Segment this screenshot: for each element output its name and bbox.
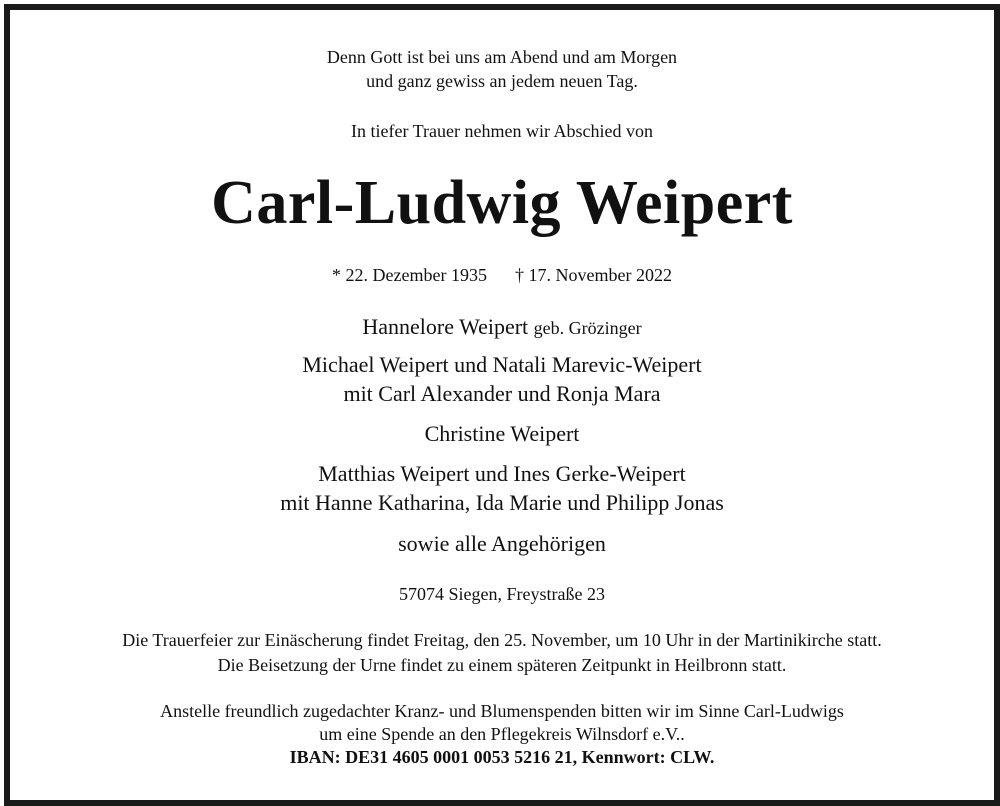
birth-date: * 22. Dezember 1935 [332, 265, 487, 285]
obituary-frame [4, 4, 1000, 806]
ceremony-line-2: Die Beisetzung der Urne findet zu einem späteren Zeitpunkt in Heilbronn statt. [217, 655, 787, 675]
death-date: † 17. November 2022 [514, 265, 672, 285]
deceased-name: Carl-Ludwig Weipert [211, 169, 793, 237]
verse-line-1: Denn Gott ist bei uns am Abend und am Morgen [326, 47, 678, 67]
spouse-line [10, 314, 994, 340]
intro-text: In tiefer Trauer nehmen wir Abschied von [351, 121, 653, 141]
spouse-name: Hannelore Weipert [362, 314, 529, 339]
family-3-line-2: mit Hanne Katharina, Ida Marie und Philipp Jonas [280, 490, 724, 515]
spouse-maiden-name: geb. Grözinger [533, 318, 642, 338]
family-3-line-1: Matthias Weipert und Ines Gerke-Weipert [318, 461, 686, 486]
mourning-address: 57074 Siegen, Freystraße 23 [399, 584, 605, 604]
donation-line-2: um eine Spende an den Pflegekreis Wilnsdorf e.V.. [319, 724, 685, 744]
family-1-line-1: Michael Weipert und Natali Marevic-Weipert [302, 352, 702, 377]
family-1-line-2: mit Carl Alexander und Ronja Mara [343, 381, 661, 406]
family-2: Christine Weipert [424, 421, 580, 446]
other-relatives: sowie alle Angehörigen [398, 531, 606, 556]
ceremony-line-1: Die Trauerfeier zur Einäscherung findet Freitag, den 25. November, um 10 Uhr in der Martinikirche statt. [122, 630, 882, 650]
donation-line-1: Anstelle freundlich zugedachter Kranz- und Blumenspenden bitten wir im Sinne Carl-Ludwigs [160, 701, 844, 721]
donation-iban: IBAN: DE31 4605 0001 0053 5216 21, Kennwort: CLW. [289, 747, 715, 767]
life-dates [10, 265, 994, 286]
obituary-content [10, 10, 994, 800]
verse-line-2: und ganz gewiss an jedem neuen Tag. [366, 71, 638, 91]
